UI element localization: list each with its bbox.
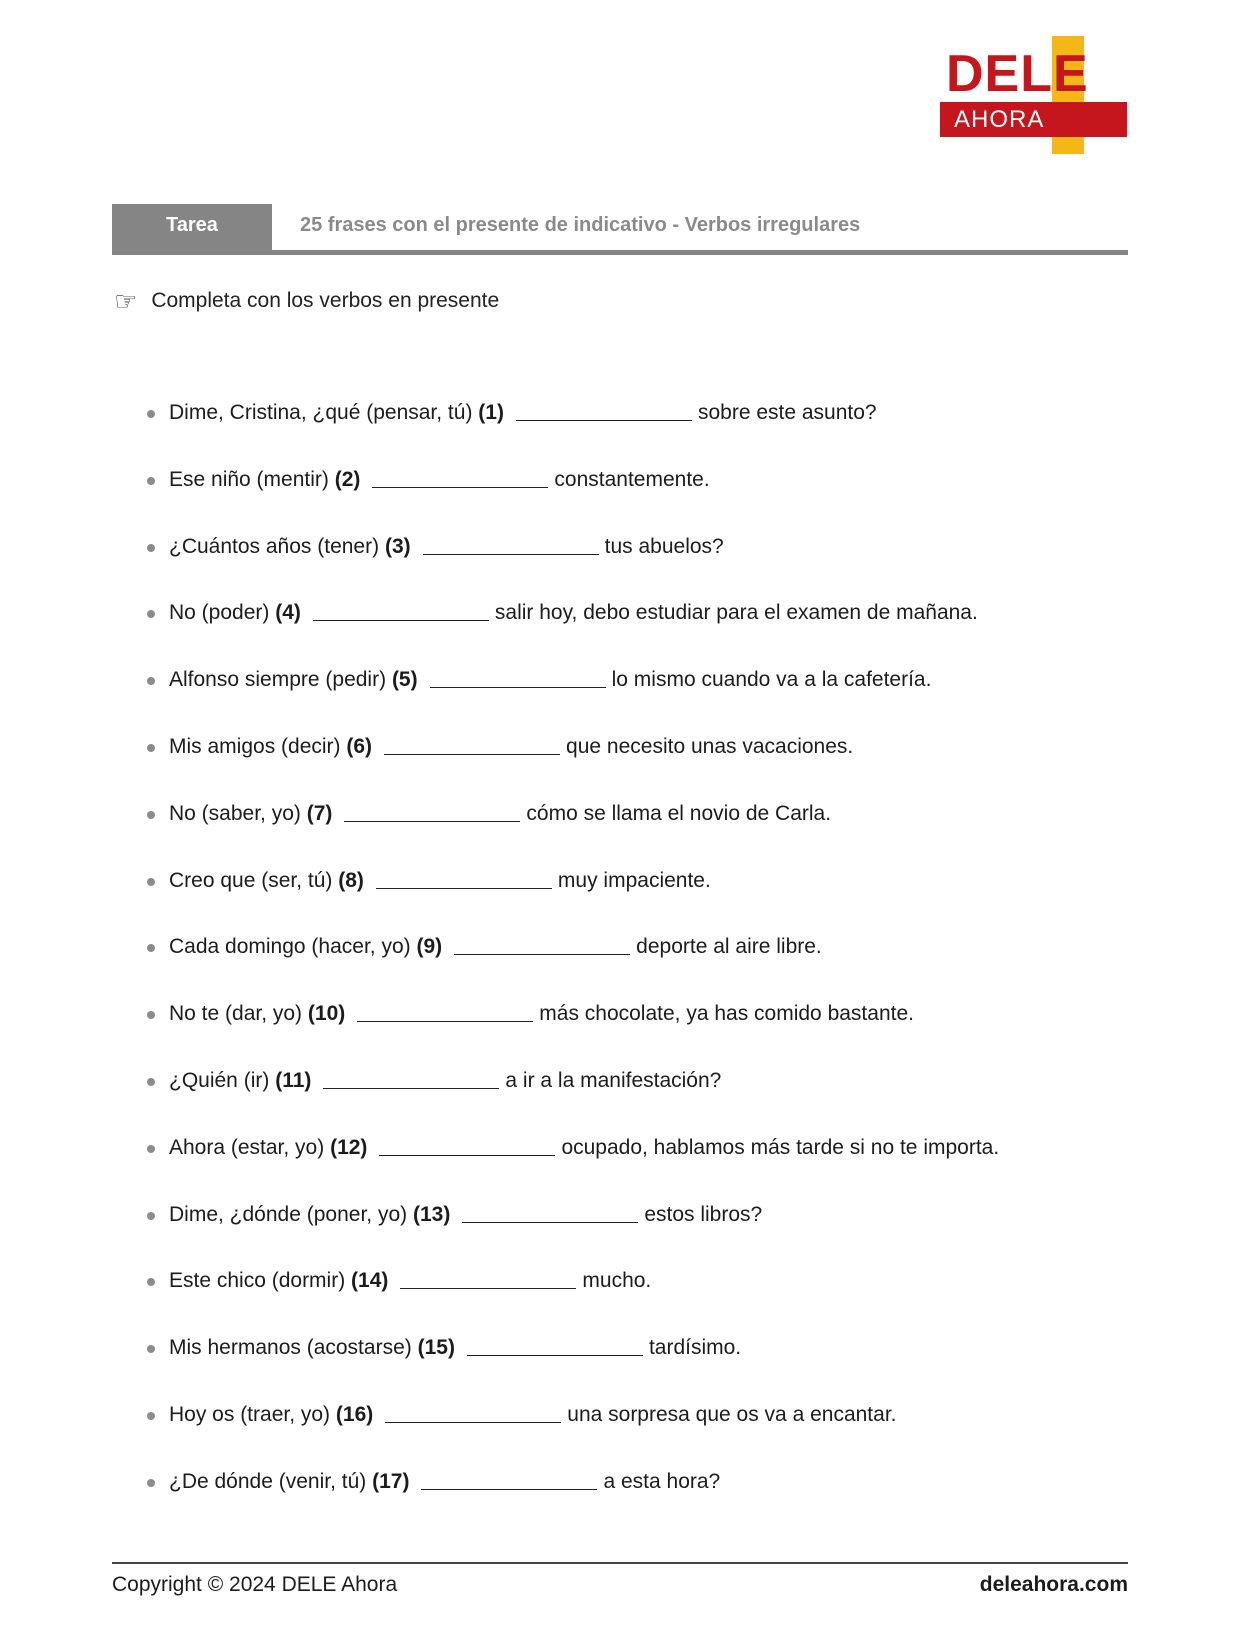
answer-blank[interactable] xyxy=(372,466,548,488)
exercise-continuation: más chocolate, ya has comido bastante. xyxy=(539,1002,914,1026)
bullet-icon xyxy=(147,1212,155,1220)
footer-site-link[interactable]: deleahora.com xyxy=(979,1573,1128,1596)
answer-blank[interactable] xyxy=(421,1468,597,1490)
exercise-item xyxy=(145,1266,1125,1333)
exercise-number: (17) xyxy=(372,1469,410,1493)
bullet-icon xyxy=(147,811,155,819)
answer-blank[interactable] xyxy=(385,1401,561,1423)
dele-ahora-logo xyxy=(940,36,1127,156)
exercise-number: (5) xyxy=(391,668,418,692)
exercise-item xyxy=(145,1200,1125,1267)
exercise-prompt: Hoy os (traer, yo) xyxy=(169,1402,331,1426)
bullet-icon xyxy=(147,1479,155,1487)
exercise-number: (3) xyxy=(384,534,411,558)
exercise-number: (12) xyxy=(330,1135,368,1159)
bullet-icon xyxy=(147,878,155,886)
exercise-continuation: a esta hora? xyxy=(603,1469,721,1493)
exercise-continuation: una sorpresa que os va a encantar. xyxy=(567,1402,897,1426)
exercise-prompt: Mis hermanos (acostarse) xyxy=(169,1336,412,1360)
exercise-continuation: tardísimo. xyxy=(648,1336,742,1360)
exercise-number: (8) xyxy=(338,868,364,892)
answer-blank[interactable] xyxy=(430,666,606,688)
exercise-continuation: mucho. xyxy=(582,1269,652,1293)
exercise-item xyxy=(145,598,1125,665)
bullet-icon xyxy=(147,944,155,952)
answer-blank[interactable] xyxy=(376,867,552,889)
answer-blank[interactable] xyxy=(379,1134,555,1156)
exercise-number: (1) xyxy=(478,401,504,424)
exercise-number: (2) xyxy=(334,467,361,491)
exercise-prompt: Ahora (estar, yo) xyxy=(169,1135,325,1159)
answer-blank[interactable] xyxy=(344,800,520,822)
exercise-item xyxy=(145,1467,1125,1534)
exercise-prompt: Creo que (ser, tú) xyxy=(169,868,333,892)
exercise-continuation: lo mismo cuando va a la cafetería. xyxy=(611,668,932,692)
exercise-continuation: muy impaciente. xyxy=(557,868,711,892)
bullet-icon xyxy=(147,410,155,418)
answer-blank[interactable] xyxy=(423,533,599,555)
exercise-prompt: Mis amigos (decir) xyxy=(169,734,341,758)
exercise-number: (10) xyxy=(307,1002,346,1026)
exercise-item xyxy=(145,1133,1125,1200)
bullet-icon xyxy=(147,477,155,485)
exercise-item xyxy=(145,799,1125,866)
exercise-continuation: ocupado, hablamos más tarde si no te importa. xyxy=(561,1135,1000,1159)
exercise-continuation: a ir a la manifestación? xyxy=(505,1068,722,1092)
exercise-prompt: Dime, Cristina, ¿qué (pensar, tú) xyxy=(169,401,473,424)
exercise-number: (9) xyxy=(416,935,443,959)
logo-word-ahora: AHORA xyxy=(954,106,1045,133)
bullet-icon xyxy=(147,1078,155,1086)
instruction xyxy=(114,286,499,316)
exercise-continuation: que necesito unas vacaciones. xyxy=(566,734,854,758)
answer-blank[interactable] xyxy=(454,933,630,955)
exercise-prompt: ¿Cuántos años (tener) xyxy=(169,534,380,558)
exercise-number: (6) xyxy=(346,734,373,758)
exercise-prompt: Ese niño (mentir) xyxy=(169,467,329,491)
exercise-continuation: salir hoy, debo estudiar para el examen de mañana. xyxy=(494,601,978,625)
exercise-item xyxy=(145,532,1125,599)
exercise-continuation: deporte al aire libre. xyxy=(636,935,822,959)
bullet-icon xyxy=(147,610,155,618)
exercise-item xyxy=(145,665,1125,732)
exercise-item xyxy=(145,866,1125,933)
instruction-text: Completa con los verbos en presente xyxy=(151,289,500,312)
bullet-icon xyxy=(147,1011,155,1019)
answer-blank[interactable] xyxy=(357,1000,533,1022)
bullet-icon xyxy=(147,1145,155,1153)
exercise-item xyxy=(145,465,1125,532)
answer-blank[interactable] xyxy=(467,1334,643,1356)
exercise-number: (7) xyxy=(306,801,333,825)
footer-rule xyxy=(112,1562,1128,1564)
exercise-item xyxy=(145,732,1125,799)
exercise-number: (4) xyxy=(275,601,301,625)
exercise-item xyxy=(145,932,1125,999)
answer-blank[interactable] xyxy=(384,733,560,755)
exercise-number: (13) xyxy=(412,1202,451,1226)
pointing-hand-icon: ☞ xyxy=(114,286,138,316)
answer-blank[interactable] xyxy=(400,1267,576,1289)
answer-blank[interactable] xyxy=(313,599,489,621)
exercise-prompt: Dime, ¿dónde (poner, yo) xyxy=(169,1202,408,1226)
exercise-item xyxy=(145,1400,1125,1467)
answer-blank[interactable] xyxy=(516,399,692,421)
footer-copyright: Copyright © 2024 DELE Ahora xyxy=(112,1573,398,1596)
task-header xyxy=(112,204,1128,254)
exercise-list xyxy=(145,398,1125,1534)
task-title: 25 frases con el presente de indicativo - Verbos irregulares xyxy=(300,214,861,236)
exercise-number: (16) xyxy=(335,1402,374,1426)
bullet-icon xyxy=(147,744,155,752)
exercise-prompt: No te (dar, yo) xyxy=(169,1002,303,1026)
logo-word-dele: DELE xyxy=(946,45,1089,103)
exercise-continuation: tus abuelos? xyxy=(604,534,724,558)
bullet-icon xyxy=(147,1345,155,1353)
exercise-prompt: No (poder) xyxy=(169,601,270,625)
bullet-icon xyxy=(147,677,155,685)
exercise-item xyxy=(145,1333,1125,1400)
answer-blank[interactable] xyxy=(323,1067,499,1089)
exercise-number: (11) xyxy=(275,1068,312,1092)
exercise-continuation: cómo se llama el novio de Carla. xyxy=(526,801,832,825)
exercise-prompt: No (saber, yo) xyxy=(169,801,301,825)
bullet-icon xyxy=(147,1278,155,1286)
exercise-item xyxy=(145,999,1125,1066)
exercise-prompt: Este chico (dormir) xyxy=(169,1269,346,1293)
exercise-number: (15) xyxy=(417,1336,455,1360)
exercise-continuation: estos libros? xyxy=(644,1202,763,1226)
exercise-prompt: Alfonso siempre (pedir) xyxy=(169,668,387,692)
exercise-continuation: constantemente. xyxy=(554,467,710,491)
exercise-item xyxy=(145,1066,1125,1133)
bullet-icon xyxy=(147,1412,155,1420)
task-tab-label: Tarea xyxy=(112,204,272,250)
exercise-prompt: Cada domingo (hacer, yo) xyxy=(169,935,411,959)
answer-blank[interactable] xyxy=(462,1201,638,1223)
bullet-icon xyxy=(147,544,155,552)
exercise-continuation: sobre este asunto? xyxy=(697,401,877,424)
exercise-item xyxy=(145,398,1125,465)
exercise-prompt: ¿De dónde (venir, tú) xyxy=(169,1469,367,1493)
header-rule xyxy=(112,250,1128,255)
exercise-prompt: ¿Quién (ir) xyxy=(169,1068,270,1092)
exercise-number: (14) xyxy=(351,1269,389,1293)
